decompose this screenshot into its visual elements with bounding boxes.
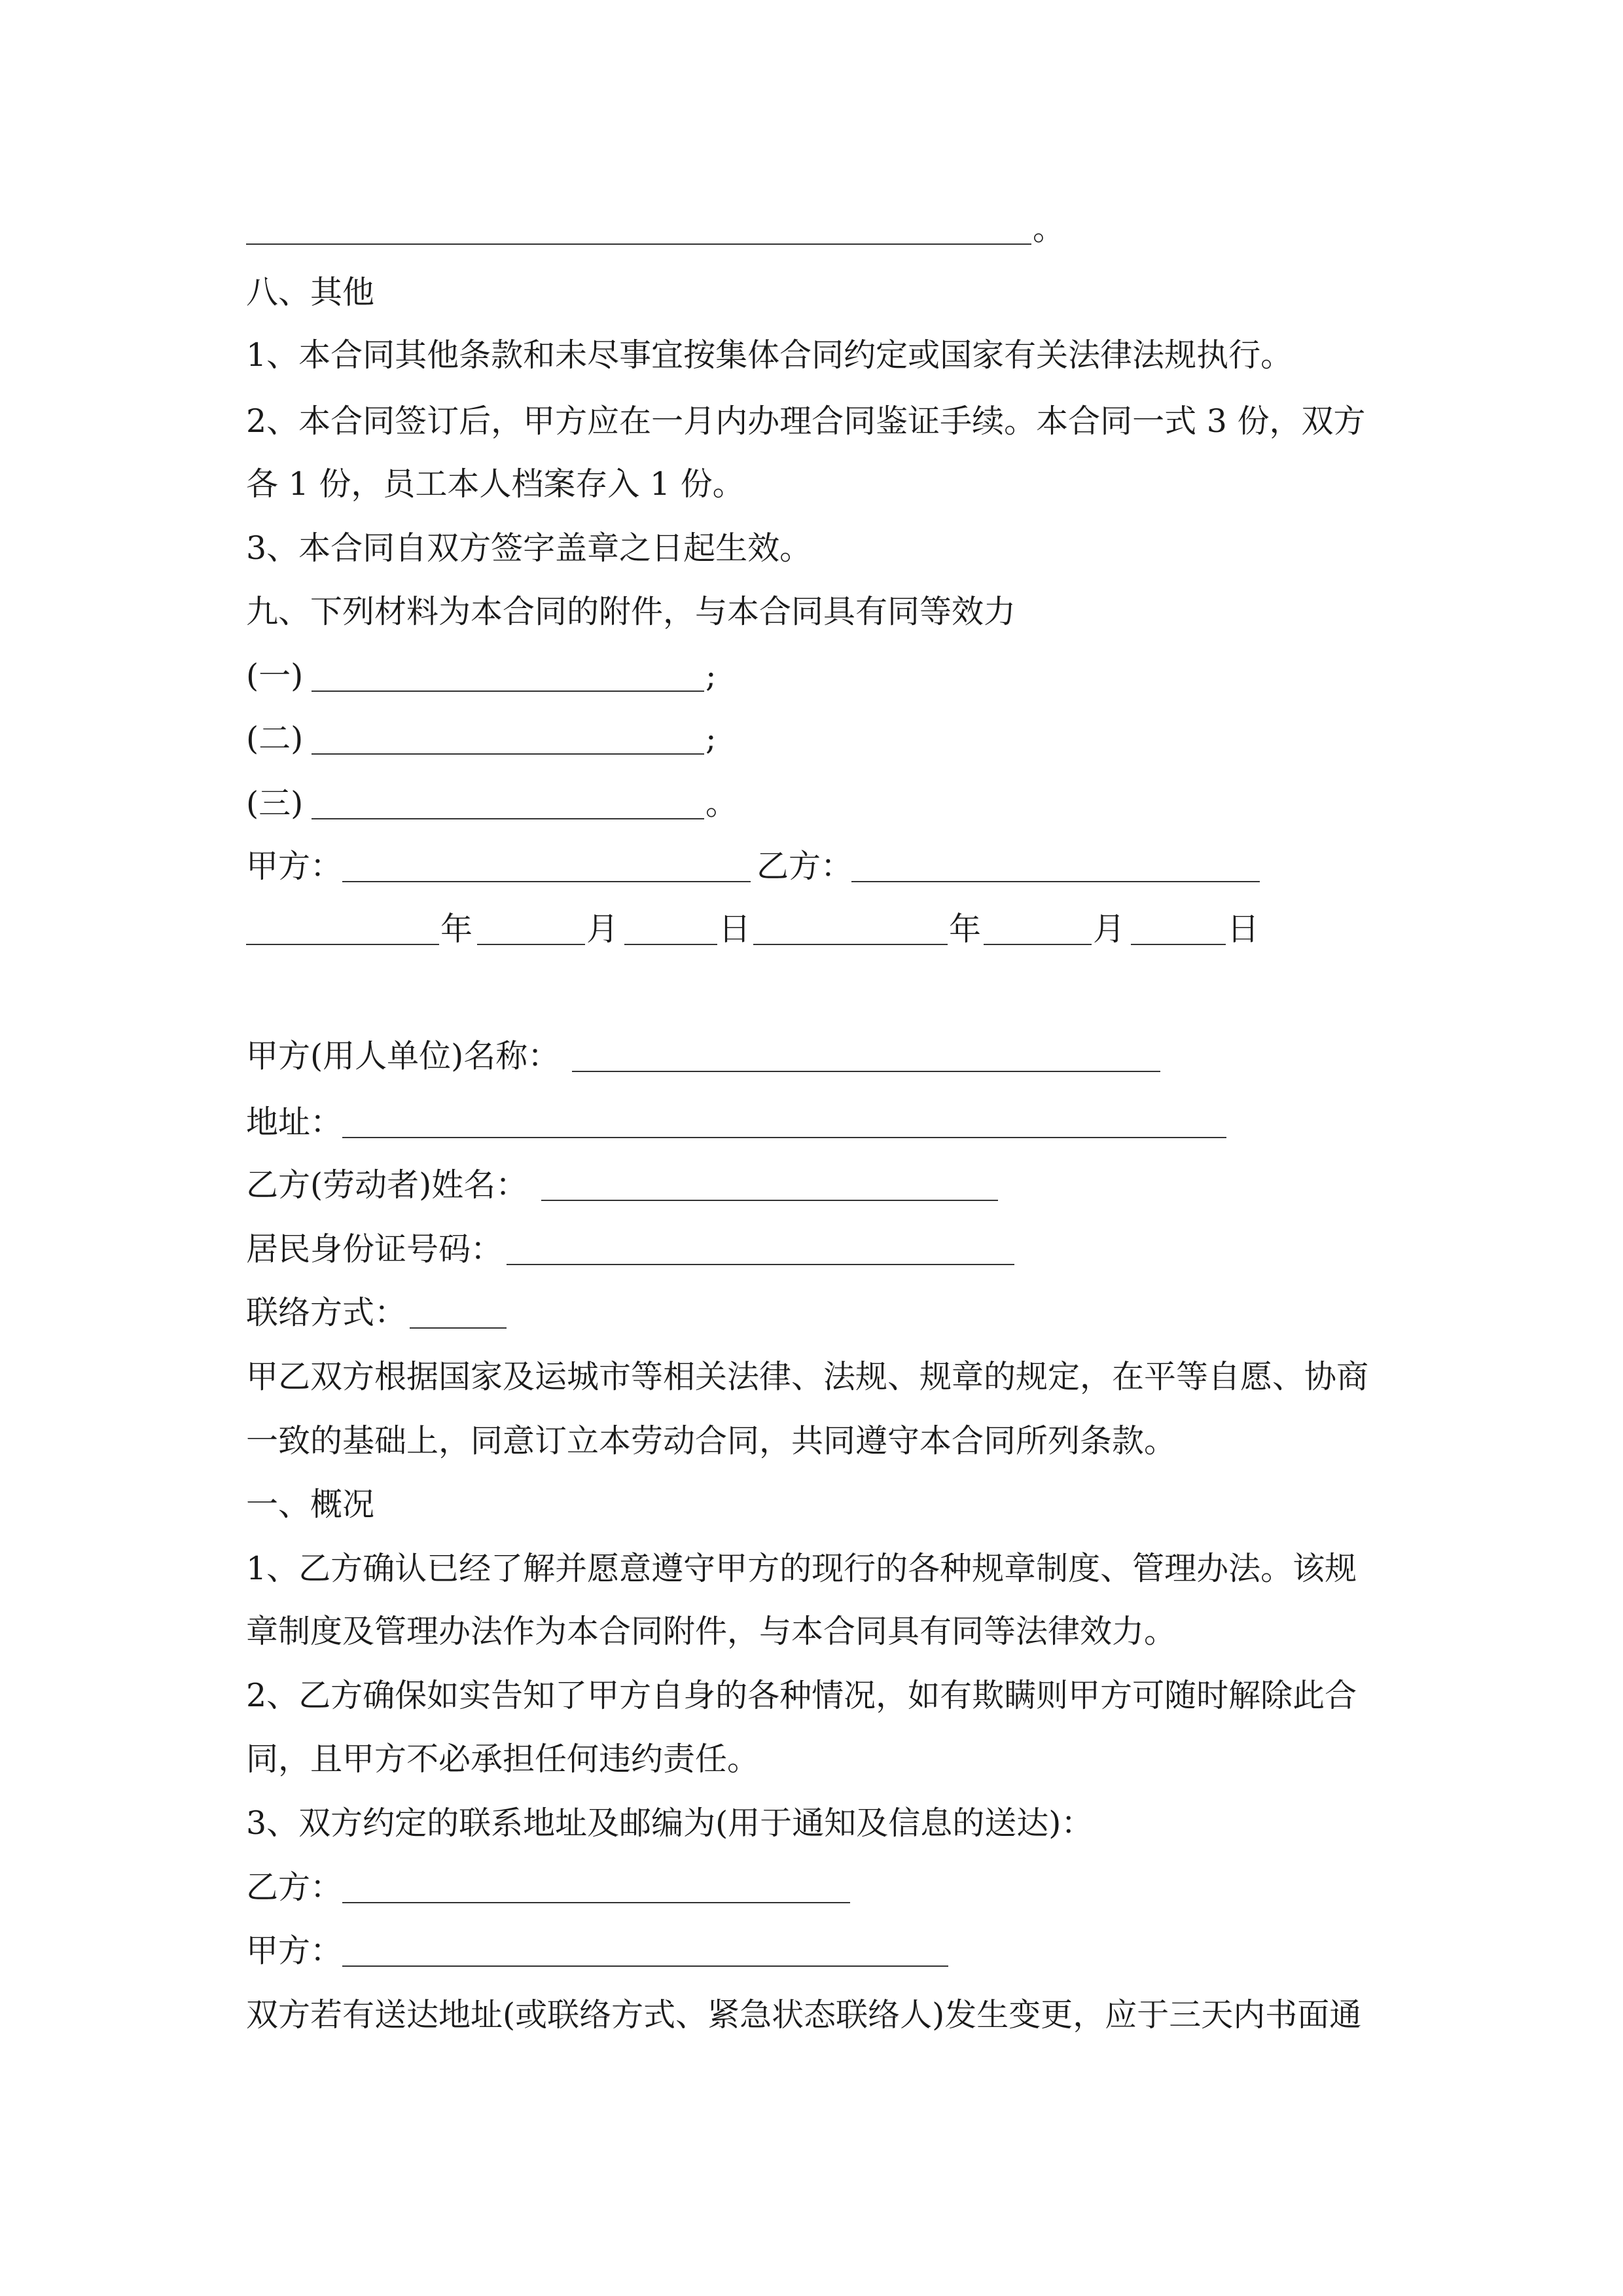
contact-field[interactable] [410, 1293, 507, 1329]
party-b-label: 乙方： [757, 848, 853, 885]
paragraph: 3、本合同自双方签字盖章之日起生效。 [246, 529, 812, 567]
year-field[interactable] [246, 910, 439, 945]
id-number-field[interactable] [507, 1230, 1014, 1265]
month-label: 月 [1093, 910, 1126, 948]
punctuation: 。 [1033, 210, 1065, 247]
paragraph: 章制度及管理办法作为本合同附件，与本合同具有同等法律效力。 [246, 1613, 1177, 1650]
party-b-signature-field[interactable] [851, 847, 1260, 882]
party-a-signature-field[interactable] [342, 847, 751, 882]
party-b-address-field[interactable] [342, 1868, 850, 1903]
paragraph: 1、乙方确认已经了解并愿意遵守甲方的现行的各种规章制度、管理办法。该规 [246, 1550, 1357, 1587]
paragraph: 一致的基础上，同意订立本劳动合同，共同遵守本合同所列条款。 [246, 1422, 1177, 1460]
field-label: 甲方： [246, 1932, 343, 1969]
field-label: 乙方(劳动者)姓名： [246, 1166, 528, 1204]
paragraph: 甲乙双方根据国家及运城市等相关法律、法规、规章的规定，在平等自愿、协商 [246, 1358, 1369, 1395]
year-label: 年 [949, 910, 982, 948]
attachment-label: (一) [246, 657, 304, 694]
punctuation: ; [705, 657, 717, 694]
blank-field[interactable] [312, 656, 704, 692]
paragraph: 2、乙方确保如实告知了甲方自身的各种情况，如有欺瞒则甲方可随时解除此合 [246, 1677, 1357, 1714]
attachment-label: (三) [246, 785, 304, 822]
paragraph: 1、本合同其他条款和未尽事宜按集体合同约定或国家有关法律法规执行。 [246, 336, 1293, 374]
attachment-label: (二) [246, 720, 304, 757]
field-label: 乙方： [246, 1869, 343, 1906]
month-field[interactable] [984, 910, 1092, 945]
paragraph: 3、双方约定的联系地址及邮编为(用于通知及信息的送达)： [246, 1804, 1094, 1842]
employer-name-field[interactable] [572, 1037, 1160, 1072]
day-field[interactable] [624, 910, 717, 945]
party-a-address-field[interactable] [342, 1931, 948, 1967]
blank-field[interactable] [312, 719, 704, 755]
field-label: 联络方式： [246, 1294, 407, 1331]
paragraph: 各 1 份，员工本人档案存入 1 份。 [246, 465, 745, 503]
year-field[interactable] [753, 910, 948, 945]
punctuation: 。 [705, 785, 738, 822]
address-field[interactable] [342, 1103, 1226, 1138]
day-label: 日 [1227, 910, 1260, 948]
paragraph: 双方若有送达地址(或联络方式、紧急状态联络人)发生变更，应于三天内书面通 [246, 1996, 1362, 2034]
section-8-title: 八、其他 [246, 274, 375, 311]
field-label: 甲方(用人单位)名称： [246, 1037, 560, 1075]
paragraph: 同，且甲方不必承担任何违约责任。 [246, 1740, 760, 1778]
day-field[interactable] [1131, 910, 1226, 945]
paragraph: 2、本合同签订后，甲方应在一月内办理合同鉴证手续。本合同一式 3 份，双方 [246, 403, 1366, 440]
year-label: 年 [440, 910, 473, 948]
day-label: 日 [719, 910, 751, 948]
section-9-title: 九、下列材料为本合同的附件，与本合同具有同等效力 [246, 593, 1016, 630]
section-1-title: 一、概况 [246, 1486, 375, 1523]
party-a-label: 甲方： [246, 848, 343, 885]
employee-name-field[interactable] [541, 1166, 998, 1201]
month-field[interactable] [477, 910, 585, 945]
month-label: 月 [586, 910, 619, 948]
blank-field[interactable] [312, 784, 704, 819]
field-label: 地址： [246, 1103, 343, 1141]
blank-field[interactable] [246, 209, 1031, 245]
punctuation: ; [705, 720, 717, 757]
field-label: 居民身份证号码： [246, 1230, 503, 1268]
